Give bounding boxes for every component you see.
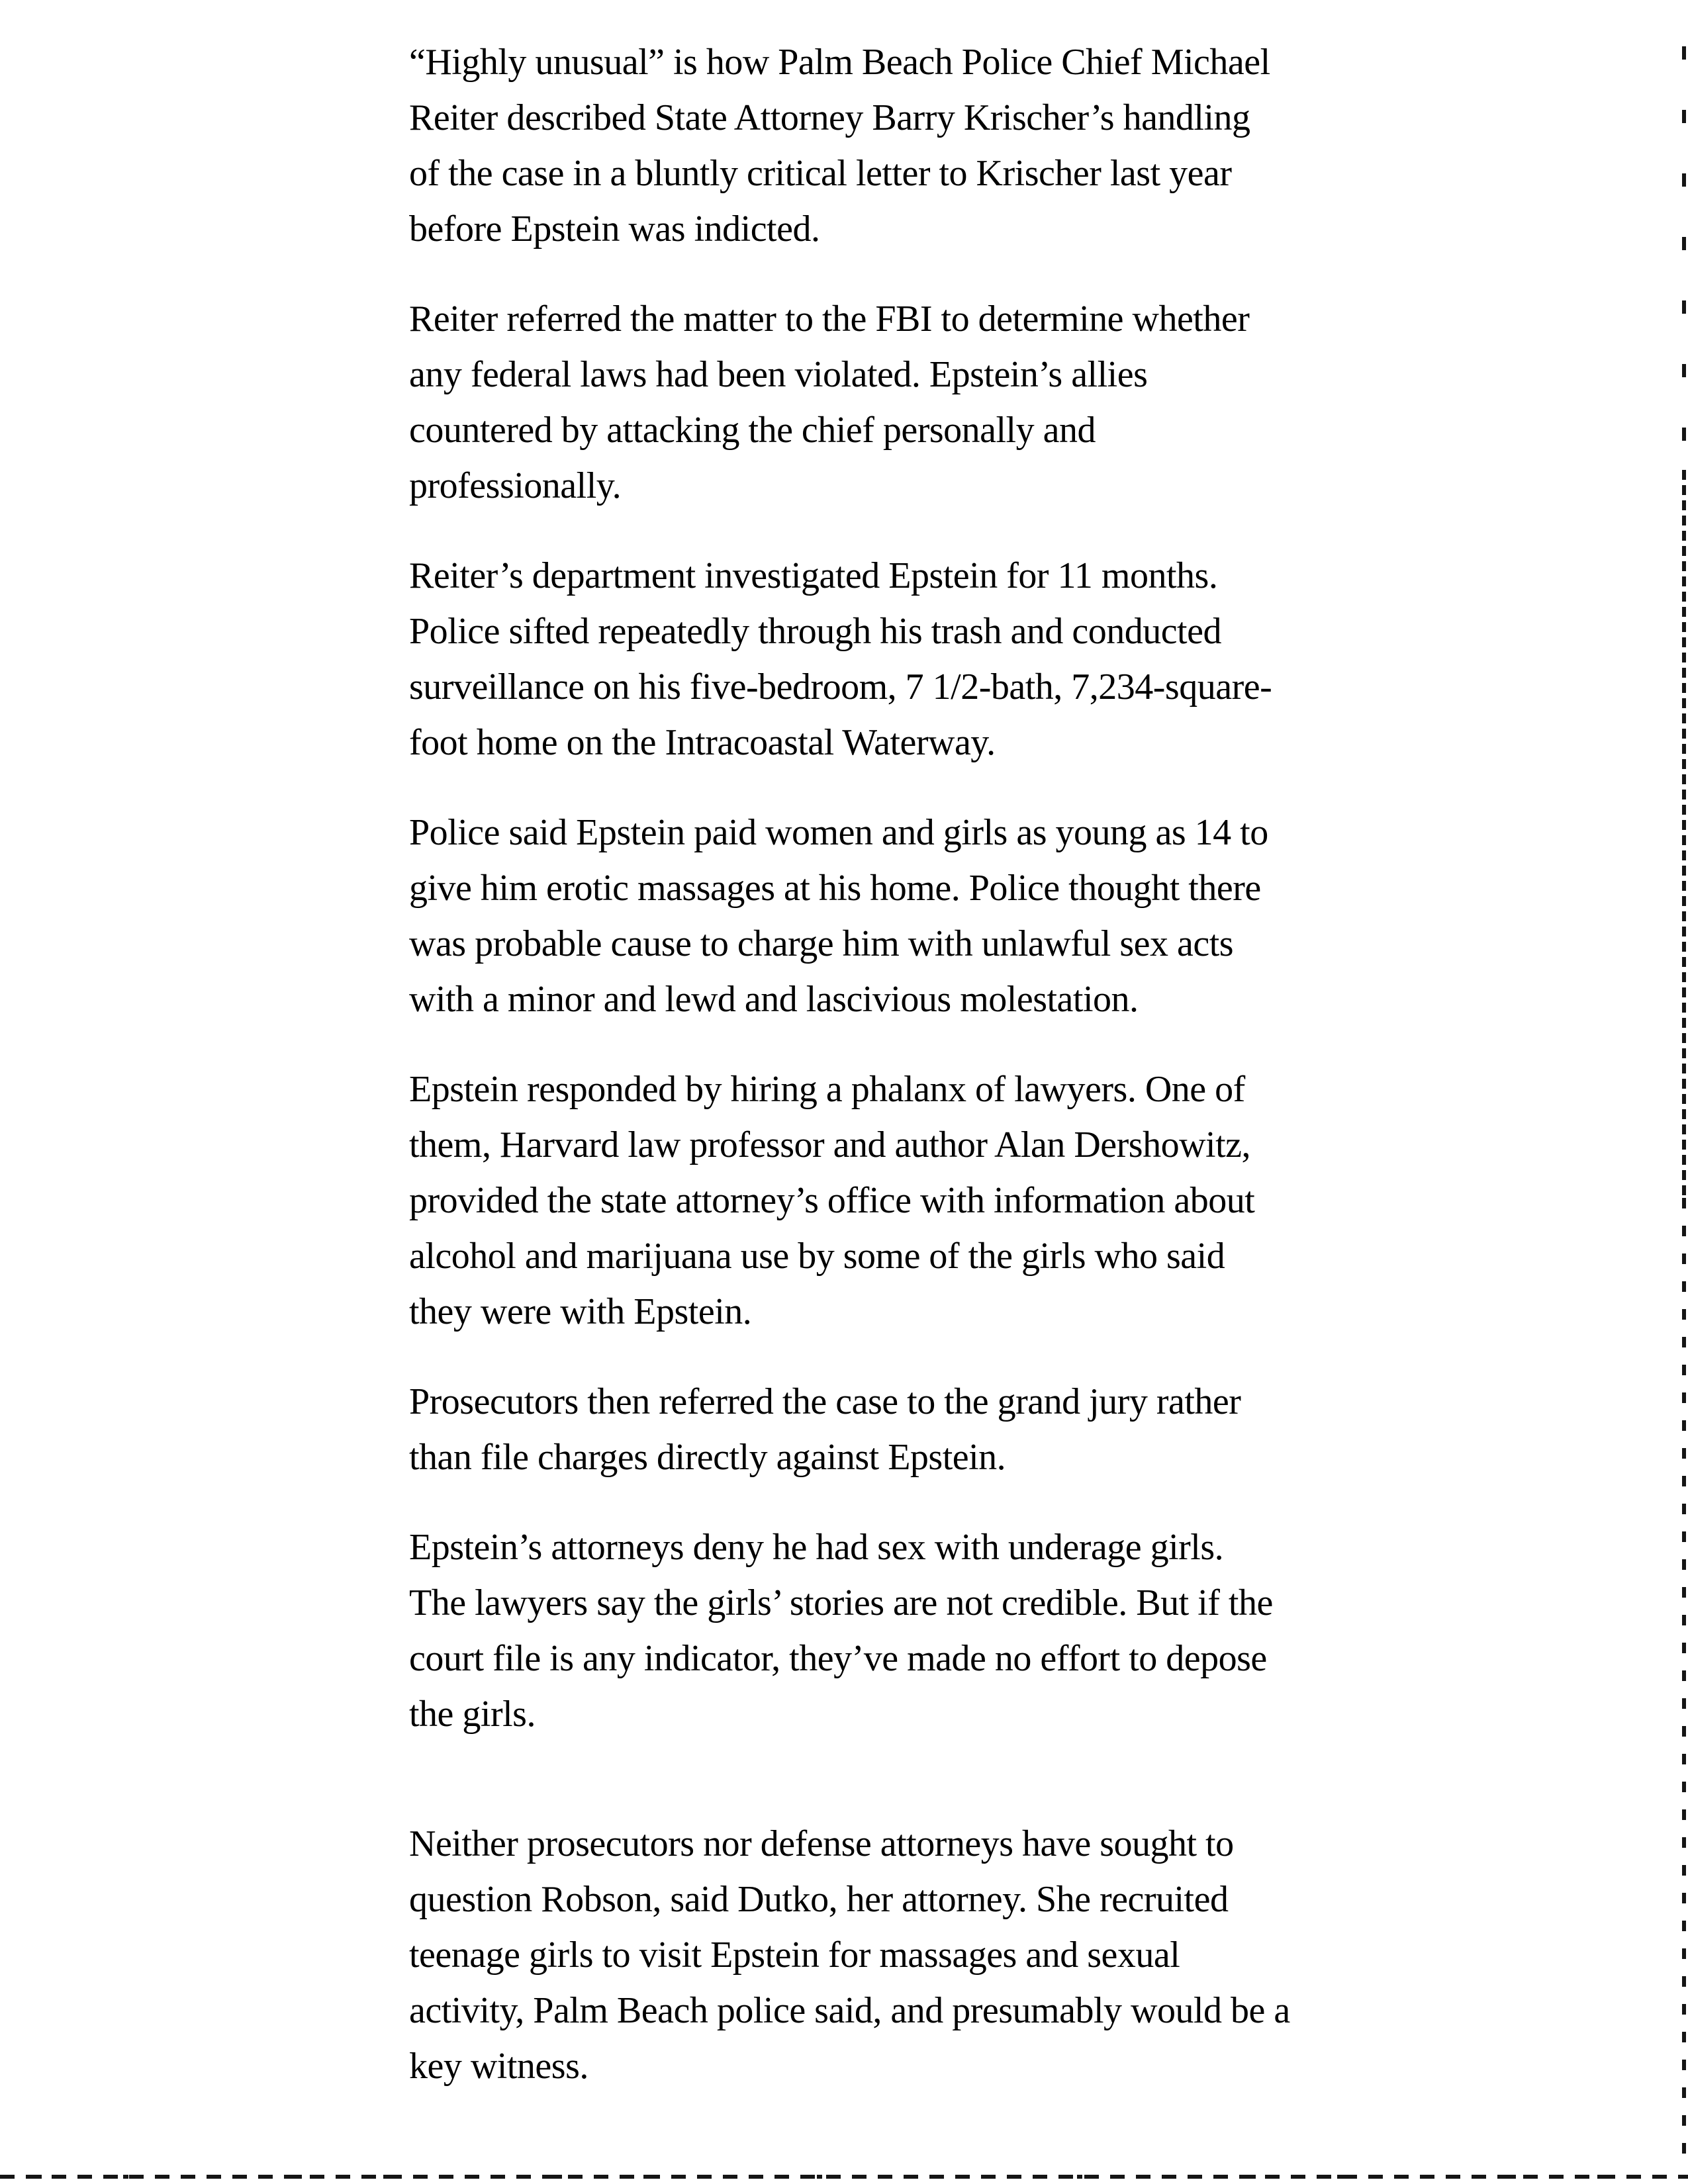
text-line: Reiter described State Attorney Barry Krischer’s handling: [409, 97, 1250, 138]
paragraph: [409, 1062, 1402, 1340]
paragraph: [409, 548, 1402, 770]
text-line: the girls.: [409, 1694, 536, 1735]
text-line: key witness.: [409, 2046, 588, 2087]
scan-artifact-right-edge-bottom: [1682, 1198, 1686, 2161]
text-line: Neither prosecutors nor defense attorneys have sought to: [409, 1823, 1234, 1864]
text-line: Police said Epstein paid women and girls as young as 14 to: [409, 812, 1268, 853]
scan-artifact-right-edge-top: [1682, 46, 1686, 470]
scan-artifact-bottom-line: [0, 2175, 1688, 2179]
paragraph: [409, 1374, 1402, 1485]
text-line: any federal laws had been violated. Epstein’s allies: [409, 354, 1148, 395]
paragraph: [409, 1520, 1402, 1742]
text-line: foot home on the Intracoastal Waterway.: [409, 722, 996, 763]
text-line: them, Harvard law professor and author Alan Dershowitz,: [409, 1124, 1250, 1165]
text-line: professionally.: [409, 465, 622, 506]
paragraph: [409, 291, 1402, 514]
text-line: Police sifted repeatedly through his trash and conducted: [409, 611, 1221, 652]
text-line: Reiter referred the matter to the FBI to determine whether: [409, 298, 1250, 340]
text-line: question Robson, said Dutko, her attorney. She recruited: [409, 1879, 1229, 1920]
paragraph: [409, 1816, 1402, 2094]
text-line: alcohol and marijuana use by some of the girls who said: [409, 1236, 1225, 1277]
text-line: Prosecutors then referred the case to the grand jury rather: [409, 1381, 1241, 1422]
scan-artifact-right-edge-middle: [1682, 470, 1686, 1198]
article-text: [409, 34, 1402, 2128]
paragraph: [409, 805, 1402, 1027]
text-line: was probable cause to charge him with unlawful sex acts: [409, 923, 1234, 964]
text-line: The lawyers say the girls’ stories are not credible. But if the: [409, 1582, 1273, 1623]
text-line: give him erotic massages at his home. Police thought there: [409, 868, 1261, 909]
text-line: Epstein’s attorneys deny he had sex with underage girls.: [409, 1527, 1224, 1568]
text-line: activity, Palm Beach police said, and presumably would be a: [409, 1990, 1290, 2031]
text-line: of the case in a bluntly critical letter to Krischer last year: [409, 153, 1232, 194]
text-line: they were with Epstein.: [409, 1291, 752, 1332]
text-line: teenage girls to visit Epstein for massages and sexual: [409, 1934, 1180, 1976]
text-line: than file charges directly against Epstein.: [409, 1437, 1006, 1478]
text-line: countered by attacking the chief personally and: [409, 410, 1096, 451]
text-line: Epstein responded by hiring a phalanx of lawyers. One of: [409, 1069, 1245, 1110]
text-line: provided the state attorney’s office with information about: [409, 1180, 1255, 1221]
text-line: Reiter’s department investigated Epstein for 11 months.: [409, 555, 1218, 596]
text-line: “Highly unusual” is how Palm Beach Police Chief Michael: [409, 42, 1270, 83]
text-line: before Epstein was indicted.: [409, 208, 820, 250]
text-line: with a minor and lewd and lascivious molestation.: [409, 979, 1139, 1020]
text-line: surveillance on his five-bedroom, 7 1/2-bath, 7,234-square-: [409, 666, 1272, 707]
text-line: court file is any indicator, they’ve made no effort to depose: [409, 1638, 1267, 1679]
paragraph: [409, 34, 1402, 257]
